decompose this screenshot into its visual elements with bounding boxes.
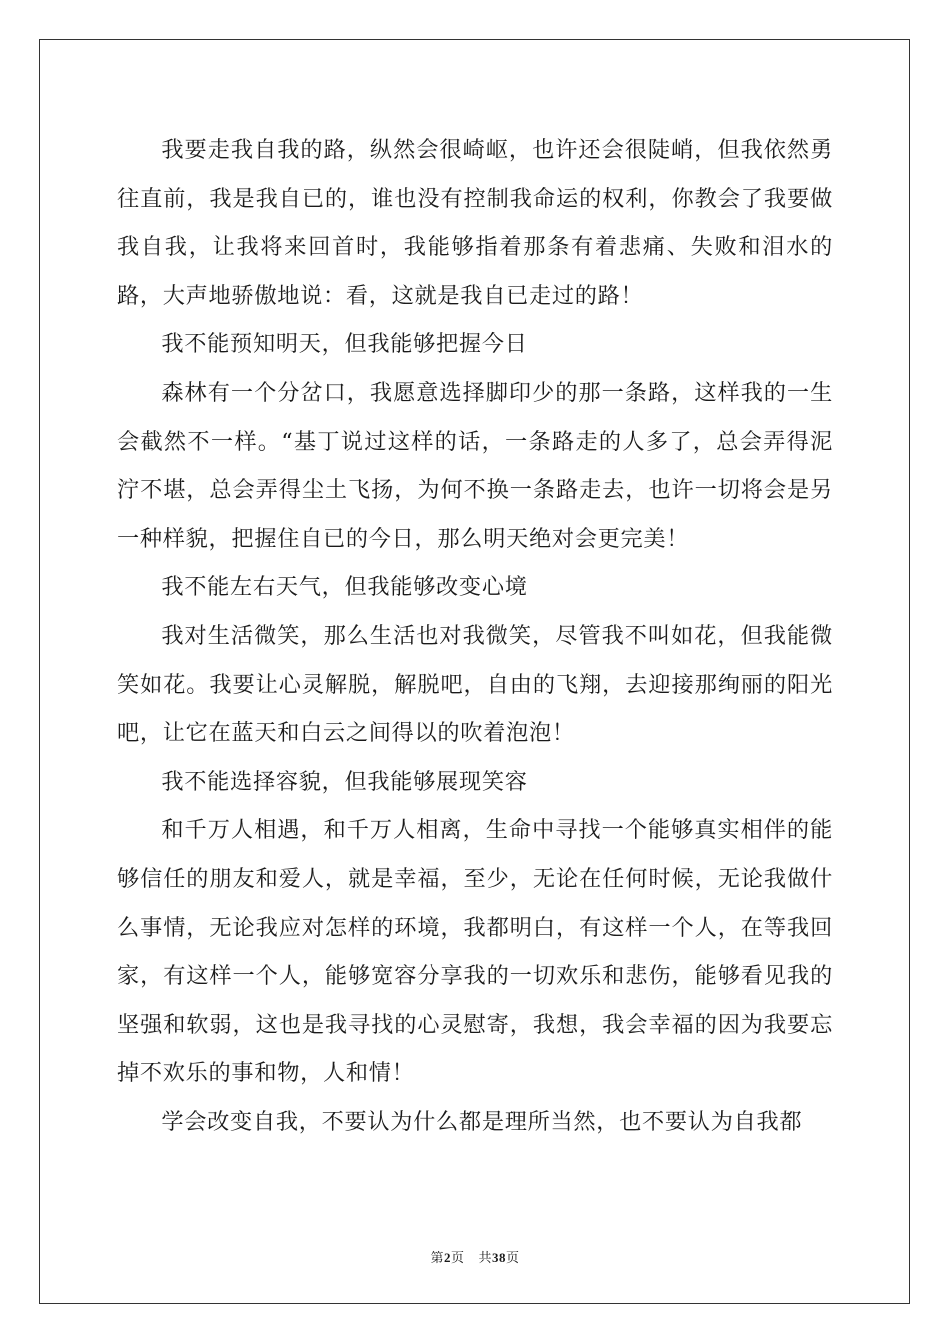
paragraph: 我要走我自我的路，纵然会很崎岖，也许还会很陡峭，但我依然勇往直前，我是我自已的，谁也没有控制我命运的权利，你教会了我要做我自我，让我将来回首时，我能够指着那条有着悲痛、失败和泪水的路，大声地骄傲地说：看，这就是我自已走过的路！ bbox=[117, 137, 833, 309]
document-body bbox=[117, 126, 833, 1146]
section-heading: 我不能预知明天，但我能够把握今日 bbox=[161, 331, 528, 358]
section-heading: 我不能选择容貌，但我能够展现笑容 bbox=[161, 768, 528, 795]
page-suffix: 页 bbox=[450, 1251, 465, 1266]
section-heading: 我不能左右天气，但我能够改变心境 bbox=[161, 574, 528, 601]
total-prefix: 共 bbox=[478, 1251, 493, 1266]
page-prefix: 第 bbox=[430, 1251, 444, 1266]
page-number: 2 bbox=[443, 1250, 451, 1265]
paragraph: 和千万人相遇，和千万人相离，生命中寻找一个能够真实相伴的能够信任的朋友和爱人，就是幸福，至少，无论在任何时候，无论我做什么事情，无论我应对怎样的环境，我都明白，有这样一个人，在等我回家，有这样一个人，能够宽容分享我的一切欢乐和悲伤，能够看见我的坚强和软弱，这也是我寻找的心灵慰寄，我想，我会幸福的因为我要忘掉不欢乐的事和物，人和情！ bbox=[117, 817, 833, 1087]
total-pages: 38 bbox=[492, 1250, 507, 1265]
paragraph: 学会改变自我，不要认为什么都是理所当然，也不要认为自我都 bbox=[161, 1108, 803, 1135]
total-suffix: 页 bbox=[506, 1251, 520, 1266]
paragraph: 森林有一个分岔口，我愿意选择脚印少的那一条路，这样我的一生会截然不一样。“基丁说过这样的话，一条路走的人多了，总会弄得泥泞不堪，总会弄得尘土飞扬，为何不换一条路走去，也许一切将会是另一种样貌，把握住自已的今日，那么明天绝对会更完美！ bbox=[117, 379, 833, 552]
page-footer bbox=[0, 1247, 950, 1266]
paragraph: 我对生活微笑，那么生活也对我微笑，尽管我不叫如花，但我能微笑如花。我要让心灵解脱，解脱吧，自由的飞翔，去迎接那绚丽的阳光吧，让它在蓝天和白云之间得以的吹着泡泡！ bbox=[117, 622, 833, 747]
